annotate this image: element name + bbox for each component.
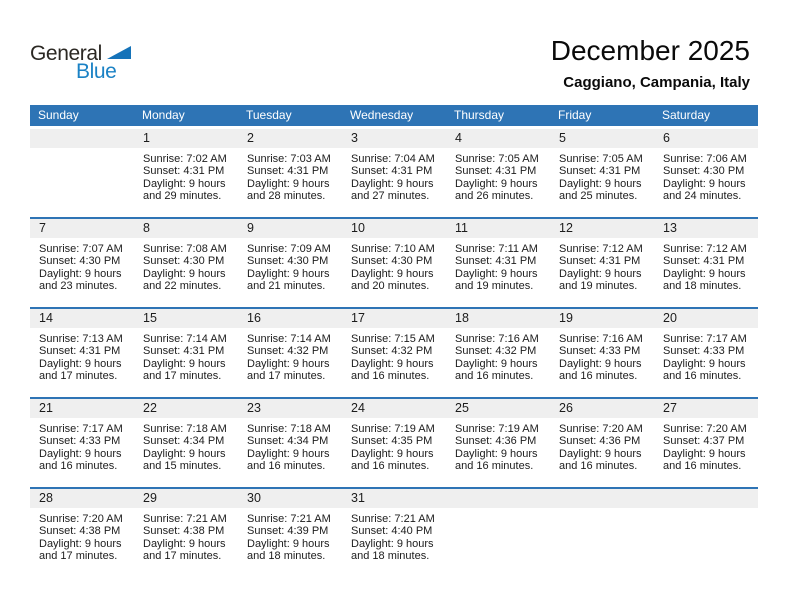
day-info-line: Sunset: 4:37 PM <box>663 435 745 448</box>
day-number: 4 <box>446 129 550 148</box>
day-info-line: and 18 minutes. <box>247 550 326 563</box>
day-info-line: Sunrise: 7:20 AM <box>39 513 123 525</box>
day-info-line: Sunrise: 7:19 AM <box>351 423 435 435</box>
day-info-line: and 20 minutes. <box>351 280 430 293</box>
day-cell-25 <box>446 399 550 487</box>
day-info-line: Daylight: 9 hours <box>351 357 434 370</box>
day-info-line: Sunrise: 7:12 AM <box>559 243 643 255</box>
day-info-line: and 16 minutes. <box>663 460 742 473</box>
day-cell-27 <box>654 399 758 487</box>
day-cell-15 <box>134 309 238 397</box>
day-info-line: and 28 minutes. <box>247 190 326 203</box>
day-info <box>654 238 758 293</box>
day-info-line: Sunset: 4:30 PM <box>247 255 329 268</box>
day-number: 19 <box>550 309 654 328</box>
day-info <box>30 508 134 563</box>
day-info-line: Sunrise: 7:14 AM <box>143 333 227 345</box>
day-cell-3 <box>342 129 446 217</box>
day-info <box>238 328 342 383</box>
logo-triangle-icon <box>107 46 131 59</box>
page-title: December 2025 <box>550 35 750 66</box>
day-cell-12 <box>550 219 654 307</box>
day-number: 27 <box>654 399 758 418</box>
day-info-line: Sunset: 4:36 PM <box>455 435 537 448</box>
day-cell-18 <box>446 309 550 397</box>
day-info <box>134 328 238 383</box>
day-info <box>134 238 238 293</box>
weekday-header-friday: Friday <box>558 108 592 122</box>
weekday-header-sunday: Sunday <box>38 108 79 122</box>
day-cell-empty <box>30 129 134 217</box>
day-info-line: Daylight: 9 hours <box>247 357 330 370</box>
day-number: 14 <box>30 309 134 328</box>
day-info <box>446 238 550 293</box>
day-info <box>342 238 446 293</box>
day-info-line: and 16 minutes. <box>351 370 430 383</box>
day-info-line: Sunset: 4:31 PM <box>39 345 121 358</box>
day-info-line: Sunset: 4:30 PM <box>663 165 745 178</box>
day-number: 10 <box>342 219 446 238</box>
day-info-line: and 26 minutes. <box>455 190 534 203</box>
day-info-line: and 19 minutes. <box>455 280 534 293</box>
day-info-line: Sunrise: 7:18 AM <box>247 423 331 435</box>
day-info-line: Daylight: 9 hours <box>39 537 122 550</box>
day-info-line: Sunrise: 7:04 AM <box>351 153 435 165</box>
day-number: 1 <box>134 129 238 148</box>
day-info <box>238 508 342 563</box>
day-cell-30 <box>238 489 342 577</box>
day-cell-4 <box>446 129 550 217</box>
day-cell-empty <box>654 489 758 577</box>
day-number: 20 <box>654 309 758 328</box>
day-info <box>238 418 342 473</box>
day-number: 7 <box>30 219 134 238</box>
day-info-line: Daylight: 9 hours <box>351 267 434 280</box>
day-number: 26 <box>550 399 654 418</box>
day-info <box>238 238 342 293</box>
day-cell-22 <box>134 399 238 487</box>
day-info-line: Sunrise: 7:03 AM <box>247 153 331 165</box>
day-number: 12 <box>550 219 654 238</box>
day-cell-29 <box>134 489 238 577</box>
day-info <box>134 148 238 203</box>
day-number: 5 <box>550 129 654 148</box>
day-info <box>446 328 550 383</box>
day-info-line: and 15 minutes. <box>143 460 222 473</box>
day-info-line: Sunset: 4:34 PM <box>247 435 329 448</box>
day-number: 8 <box>134 219 238 238</box>
day-number: 28 <box>30 489 134 508</box>
day-info-line: Daylight: 9 hours <box>247 537 330 550</box>
day-info-line: Sunset: 4:32 PM <box>455 345 537 358</box>
day-info-line: Sunrise: 7:10 AM <box>351 243 435 255</box>
day-cell-7 <box>30 219 134 307</box>
day-info-line: Sunrise: 7:07 AM <box>39 243 123 255</box>
day-info-line: Sunset: 4:31 PM <box>559 255 641 268</box>
day-info-line: Daylight: 9 hours <box>663 177 746 190</box>
day-cell-1 <box>134 129 238 217</box>
day-info-line: Daylight: 9 hours <box>455 177 538 190</box>
day-info-line: and 24 minutes. <box>663 190 742 203</box>
weekday-header-tuesday: Tuesday <box>246 108 292 122</box>
day-info-line: Sunset: 4:30 PM <box>143 255 225 268</box>
day-info-line: Daylight: 9 hours <box>143 357 226 370</box>
day-info-line: Daylight: 9 hours <box>143 537 226 550</box>
day-info-line: Sunrise: 7:14 AM <box>247 333 331 345</box>
location-subtitle: Caggiano, Campania, Italy <box>563 73 750 91</box>
day-info <box>134 418 238 473</box>
day-info <box>342 418 446 473</box>
day-info-line: Sunrise: 7:11 AM <box>455 243 538 255</box>
day-info-line: Daylight: 9 hours <box>663 357 746 370</box>
day-number: 9 <box>238 219 342 238</box>
day-info <box>30 238 134 293</box>
day-info-line: Sunset: 4:33 PM <box>39 435 121 448</box>
day-info-line: and 16 minutes. <box>455 460 534 473</box>
day-info <box>446 418 550 473</box>
day-info-line: Daylight: 9 hours <box>455 357 538 370</box>
day-info-line: Sunrise: 7:18 AM <box>143 423 227 435</box>
day-info <box>342 148 446 203</box>
day-info-line: and 17 minutes. <box>39 550 118 563</box>
day-info-line: Sunrise: 7:16 AM <box>559 333 643 345</box>
day-info-line: and 17 minutes. <box>247 370 326 383</box>
weekday-header-wednesday: Wednesday <box>350 108 414 122</box>
day-number: 13 <box>654 219 758 238</box>
day-info-line: Sunset: 4:40 PM <box>351 525 433 538</box>
week-row <box>30 487 758 577</box>
logo-text-blue: Blue <box>76 60 117 83</box>
day-info-line: Sunset: 4:31 PM <box>143 165 225 178</box>
day-info-line: and 16 minutes. <box>559 370 638 383</box>
day-info-line: Sunset: 4:34 PM <box>143 435 225 448</box>
day-number: 2 <box>238 129 342 148</box>
day-info-line: Sunrise: 7:20 AM <box>663 423 747 435</box>
general-blue-logo <box>30 40 140 84</box>
day-info <box>446 148 550 203</box>
day-info-line: Daylight: 9 hours <box>663 447 746 460</box>
day-info <box>550 418 654 473</box>
day-number: 15 <box>134 309 238 328</box>
day-cell-26 <box>550 399 654 487</box>
day-info-line: Daylight: 9 hours <box>559 177 642 190</box>
day-cell-21 <box>30 399 134 487</box>
day-info-line: Daylight: 9 hours <box>39 357 122 370</box>
day-info-line: and 29 minutes. <box>143 190 222 203</box>
weekday-header-saturday: Saturday <box>662 108 711 122</box>
day-info-line: Sunrise: 7:21 AM <box>351 513 435 525</box>
day-info-line: Daylight: 9 hours <box>351 537 434 550</box>
day-cell-31 <box>342 489 446 577</box>
day-info-line: Daylight: 9 hours <box>351 447 434 460</box>
calendar-weeks <box>30 127 758 577</box>
day-info <box>134 508 238 563</box>
day-cell-9 <box>238 219 342 307</box>
day-info-line: Sunrise: 7:09 AM <box>247 243 331 255</box>
header-title-block <box>551 36 750 91</box>
day-info <box>654 418 758 473</box>
day-info-line: and 23 minutes. <box>39 280 118 293</box>
day-number <box>550 489 654 508</box>
day-number: 29 <box>134 489 238 508</box>
day-cell-empty <box>446 489 550 577</box>
day-info <box>30 328 134 383</box>
day-info-line: Sunrise: 7:12 AM <box>663 243 747 255</box>
logo-text-general: General <box>30 42 102 65</box>
day-info-line: Daylight: 9 hours <box>559 267 642 280</box>
day-info-line: and 16 minutes. <box>351 460 430 473</box>
day-info-line: Daylight: 9 hours <box>39 267 122 280</box>
day-info <box>550 238 654 293</box>
day-info-line: Sunrise: 7:13 AM <box>39 333 123 345</box>
day-info-line: Sunrise: 7:19 AM <box>455 423 539 435</box>
day-cell-empty <box>550 489 654 577</box>
day-info-line: Daylight: 9 hours <box>455 267 538 280</box>
day-info <box>550 148 654 203</box>
day-info-line: Sunrise: 7:08 AM <box>143 243 227 255</box>
day-info-line: Daylight: 9 hours <box>455 447 538 460</box>
day-cell-24 <box>342 399 446 487</box>
day-info-line: Sunrise: 7:05 AM <box>455 153 539 165</box>
day-info-line: Daylight: 9 hours <box>247 447 330 460</box>
day-number: 17 <box>342 309 446 328</box>
day-cell-13 <box>654 219 758 307</box>
day-number <box>446 489 550 508</box>
day-number: 3 <box>342 129 446 148</box>
calendar-table <box>30 105 758 577</box>
day-info-line: and 17 minutes. <box>143 370 222 383</box>
week-row <box>30 307 758 397</box>
day-info <box>654 328 758 383</box>
day-number: 6 <box>654 129 758 148</box>
day-number <box>30 129 134 148</box>
day-info-line: and 25 minutes. <box>559 190 638 203</box>
day-number <box>654 489 758 508</box>
day-number: 30 <box>238 489 342 508</box>
day-number: 25 <box>446 399 550 418</box>
day-info-line: Sunset: 4:36 PM <box>559 435 641 448</box>
day-cell-5 <box>550 129 654 217</box>
day-info-line: Daylight: 9 hours <box>247 267 330 280</box>
day-info-line: Sunset: 4:32 PM <box>247 345 329 358</box>
day-info-line: Daylight: 9 hours <box>559 357 642 370</box>
day-info-line: Sunrise: 7:21 AM <box>247 513 331 525</box>
day-info-line: Sunrise: 7:15 AM <box>351 333 435 345</box>
day-info-line: Sunset: 4:31 PM <box>663 255 745 268</box>
day-info-line: Sunrise: 7:02 AM <box>143 153 227 165</box>
day-cell-8 <box>134 219 238 307</box>
day-info-line: Sunset: 4:39 PM <box>247 525 329 538</box>
day-info-line: Sunrise: 7:05 AM <box>559 153 643 165</box>
day-info-line: and 21 minutes. <box>247 280 326 293</box>
week-row <box>30 397 758 487</box>
day-number: 11 <box>446 219 550 238</box>
day-info-line: Sunset: 4:31 PM <box>559 165 641 178</box>
day-info-line: Sunset: 4:33 PM <box>663 345 745 358</box>
day-info-line: Sunrise: 7:17 AM <box>663 333 747 345</box>
weekday-header-thursday: Thursday <box>454 108 505 122</box>
day-info-line: Daylight: 9 hours <box>39 447 122 460</box>
day-info-line: Sunset: 4:31 PM <box>351 165 433 178</box>
day-number: 31 <box>342 489 446 508</box>
day-info-line: Daylight: 9 hours <box>143 447 226 460</box>
day-info-line: Sunset: 4:31 PM <box>455 255 537 268</box>
day-info-line: Daylight: 9 hours <box>143 267 226 280</box>
day-number: 23 <box>238 399 342 418</box>
day-info-line: and 16 minutes. <box>39 460 118 473</box>
day-info-line: and 16 minutes. <box>559 460 638 473</box>
day-info-line: and 18 minutes. <box>663 280 742 293</box>
day-info-line: Sunrise: 7:21 AM <box>143 513 227 525</box>
day-info-line: and 16 minutes. <box>455 370 534 383</box>
day-info-line: and 18 minutes. <box>351 550 430 563</box>
day-info-line: Sunset: 4:31 PM <box>247 165 329 178</box>
day-info-line: Sunset: 4:33 PM <box>559 345 641 358</box>
day-info-line: and 22 minutes. <box>143 280 222 293</box>
day-info-line: and 17 minutes. <box>39 370 118 383</box>
day-cell-2 <box>238 129 342 217</box>
day-info-line: Sunset: 4:30 PM <box>39 255 121 268</box>
day-info-line: and 27 minutes. <box>351 190 430 203</box>
day-cell-19 <box>550 309 654 397</box>
day-number: 16 <box>238 309 342 328</box>
day-number: 22 <box>134 399 238 418</box>
day-cell-11 <box>446 219 550 307</box>
day-info-line: Daylight: 9 hours <box>559 447 642 460</box>
day-info-line: Sunrise: 7:20 AM <box>559 423 643 435</box>
day-number: 18 <box>446 309 550 328</box>
day-info-line: Sunset: 4:31 PM <box>455 165 537 178</box>
day-cell-23 <box>238 399 342 487</box>
day-number: 24 <box>342 399 446 418</box>
day-info-line: and 16 minutes. <box>247 460 326 473</box>
day-info <box>342 508 446 563</box>
day-cell-10 <box>342 219 446 307</box>
day-info-line: and 16 minutes. <box>663 370 742 383</box>
day-info-line: Sunset: 4:30 PM <box>351 255 433 268</box>
day-number: 21 <box>30 399 134 418</box>
day-cell-16 <box>238 309 342 397</box>
weekday-header-monday: Monday <box>142 108 185 122</box>
day-info <box>342 328 446 383</box>
day-info-line: Sunset: 4:38 PM <box>143 525 225 538</box>
day-info <box>30 418 134 473</box>
day-info <box>654 148 758 203</box>
day-info-line: Daylight: 9 hours <box>351 177 434 190</box>
day-cell-17 <box>342 309 446 397</box>
day-info-line: Sunset: 4:31 PM <box>143 345 225 358</box>
day-info-line: Sunset: 4:38 PM <box>39 525 121 538</box>
day-cell-20 <box>654 309 758 397</box>
day-info-line: Daylight: 9 hours <box>663 267 746 280</box>
day-cell-6 <box>654 129 758 217</box>
day-info-line: Sunrise: 7:16 AM <box>455 333 539 345</box>
day-cell-14 <box>30 309 134 397</box>
day-info-line: and 17 minutes. <box>143 550 222 563</box>
day-info-line: Sunset: 4:32 PM <box>351 345 433 358</box>
day-info-line: and 19 minutes. <box>559 280 638 293</box>
day-cell-28 <box>30 489 134 577</box>
day-info-line: Daylight: 9 hours <box>247 177 330 190</box>
day-info-line: Sunset: 4:35 PM <box>351 435 433 448</box>
day-info-line: Daylight: 9 hours <box>143 177 226 190</box>
weekday-header-row <box>30 105 758 126</box>
day-info <box>550 328 654 383</box>
day-info-line: Sunrise: 7:17 AM <box>39 423 123 435</box>
week-row <box>30 127 758 217</box>
week-row <box>30 217 758 307</box>
day-info-line: Sunrise: 7:06 AM <box>663 153 747 165</box>
day-info <box>238 148 342 203</box>
